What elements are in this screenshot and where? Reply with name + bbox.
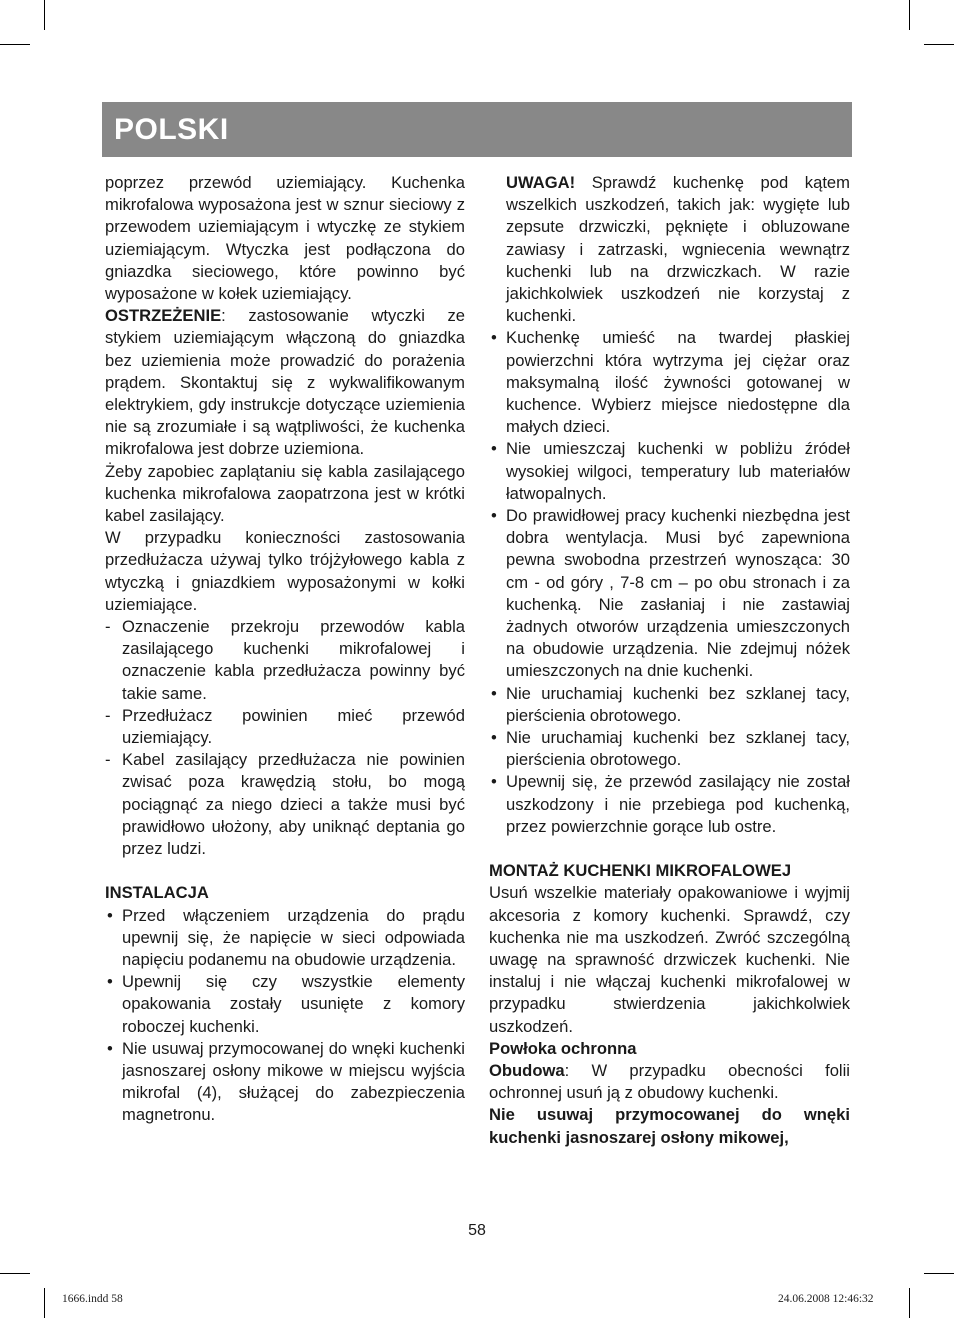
caution-label: UWAGA! (506, 173, 576, 192)
right-column (489, 172, 850, 1149)
page-number: 58 (468, 1222, 486, 1239)
list-item: - Kabel zasilający przedłużacza nie powinien zwisać poza krawędzią stołu, bo mogą pociągnąć za niego dzieci a także musi być prawidłowo ułożony, aby uniknąć deptania go przez ludzi. (105, 750, 465, 859)
crop-mark (909, 0, 910, 30)
list-item: • Upewnij się czy wszystkie elementy opakowania zostały usunięte z komory roboczej kuchenki. (107, 972, 465, 1036)
crop-mark (924, 44, 954, 45)
crop-mark (909, 1288, 910, 1318)
paragraph-warning (105, 305, 465, 460)
crop-mark (0, 1273, 30, 1274)
left-column (105, 172, 465, 1127)
list-item: • Upewnij się, że przewód zasilający nie został uszkodzony i nie przebiega pod kuchenką, przez powierzchnie gorące lub ostre. (491, 772, 850, 836)
crop-mark (924, 1273, 954, 1274)
housing-label: Obudowa (489, 1060, 565, 1080)
section-heading-mounting: MONTAŻ KUCHENKI MIKROFALOWEJ (489, 861, 792, 881)
crop-mark (44, 1288, 45, 1318)
list-item: • Nie umieszczaj kuchenki w pobliżu źródeł wysokiej wilgoci, temperatury lub materiałów łatwopalnych. (491, 439, 850, 503)
paragraph-extension: W przypadku konieczności zastosowania przedłużacza używaj tylko trójżyłowego kabla z wtyczką i gniazdkiem wyposażonymi w kołki uziemiające. (105, 528, 465, 614)
warning-text: : zastosowanie wtyczki ze stykiem uziemiającym włączoną do gniazdka bez uziemienia może prowadzić do porażenia prądem. Skontaktuj się z wykwalifikowanym elektrykiem, gdy instrukcje dotyczące uziemienia nie są zrozumiałe i są wątpliwości, że kuchenka mikrofalowa jest dobrze uziemiona. (105, 306, 465, 459)
paragraph-grounding: poprzez przewód uziemiający. Kuchenka mikrofalowa wyposażona jest w sznur sieciowy z przewodem uziemiającym i wtyczkę ze stykiem uziemiającym. Wtyczka jest podłączona do gniazdka sieciowego, które powinno być wyposażone w kołek uziemiający. (105, 173, 465, 304)
extension-dash-list (105, 616, 465, 860)
installation-bullet-list (105, 905, 465, 1127)
list-item: - Oznaczenie przekroju przewodów kabla zasilającego kuchenki mikrofalowej i oznaczenie kabla przedłużacza powinny być takie same. (105, 617, 465, 703)
list-item: • Nie usuwaj przymocowanej do wnęki kuchenki jasnoszarej osłony mikowe w miejscu wyjścia mikrofal (4), służącej do zabezpieczenia magnetronu. (107, 1038, 465, 1125)
paragraph-housing (489, 1060, 850, 1104)
list-item: • Nie uruchamiaj kuchenki bez szklanej tacy, pierścienia obrotowego. (491, 683, 850, 725)
list-item: • Nie uruchamiaj kuchenki bez szklanej tacy, pierścienia obrotowego. (491, 728, 850, 770)
paragraph-mounting: Usuń wszelkie materiały opakowaniowe i wyjmij akcesoria z komory kuchenki. Sprawdź, czy kuchenka nie ma uszkodzeń. Zwróć szczególną uwagę na sprawność drzwiczek kuchenki. Nie instaluj i nie włączaj kuchenki mikrofalowej w przypadku stwierdzenia jakichkolwiek uszkodzeń. (489, 883, 850, 1036)
placement-bullet-list (489, 327, 850, 838)
language-banner (102, 102, 852, 157)
paragraph-short-cable: Żeby zapobiec zaplątaniu się kabla zasilającego kuchenka mikrofalowa zaopatrzona jest w krótki kabel zasilający. (105, 461, 465, 526)
paragraph-mica-warning: Nie usuwaj przymocowanej do wnęki kuchenki jasnoszarej osłony mikowej, (489, 1105, 850, 1147)
warning-label: OSTRZEŻENIE (105, 306, 222, 326)
list-item: - Przedłużacz powinien mieć przewód uziemiający. (105, 705, 465, 748)
section-heading-installation: INSTALACJA (105, 883, 209, 903)
print-datetime: 24.06.2008 12:46:32 (778, 1293, 874, 1305)
page-title: POLSKI (114, 112, 229, 146)
housing-text: : W przypadku obecności folii ochronnej usuń ją z obudowy kuchenki. (489, 1060, 850, 1103)
caution-text: Sprawdź kuchenkę pod kątem wszelkich uszkodzeń, takich jak: wygięte lub zepsute drzwiczki, pęknięte i obluzowane zawiasy i zatrzaski, wgniecenia wewnątrz kuchenki lub na drzwiczkach. W razie jakichkolwiek uszkodzeń nie korzystaj z kuchenki. (506, 173, 850, 326)
list-item: • Do prawidłowej pracy kuchenki niezbędna jest dobra wentylacja. Musi być zapewniona pewna swobodna przestrzeń wynosząca: 30 cm - od góry , 7-8 cm – po obu stronach i za kuchenką. Nie zasłaniaj i nie zastawiaj żadnych otworów urządzenia umieszczonych na obudowie urządzenia. Nie zdejmuj nóżek umieszczonych na dnie kuchenki. (491, 506, 850, 681)
crop-mark (0, 44, 30, 45)
file-info: 1666.indd 58 (62, 1293, 123, 1305)
subheading-protective-coating: Powłoka ochronna (489, 1038, 637, 1058)
paragraph-caution (489, 172, 850, 327)
crop-mark (44, 0, 45, 30)
list-item: • Kuchenkę umieść na twardej płaskiej powierzchni która wytrzyma jej ciężar oraz maksymalną ilość żywności gotowanej w kuchence. Wybierz miejsce niedostępne dla małych dzieci. (491, 328, 850, 437)
list-item: • Przed włączeniem urządzenia do prądu upewnij się, że napięcie w sieci odpowiada napięciu podanemu na obudowie urządzenia. (107, 905, 465, 969)
